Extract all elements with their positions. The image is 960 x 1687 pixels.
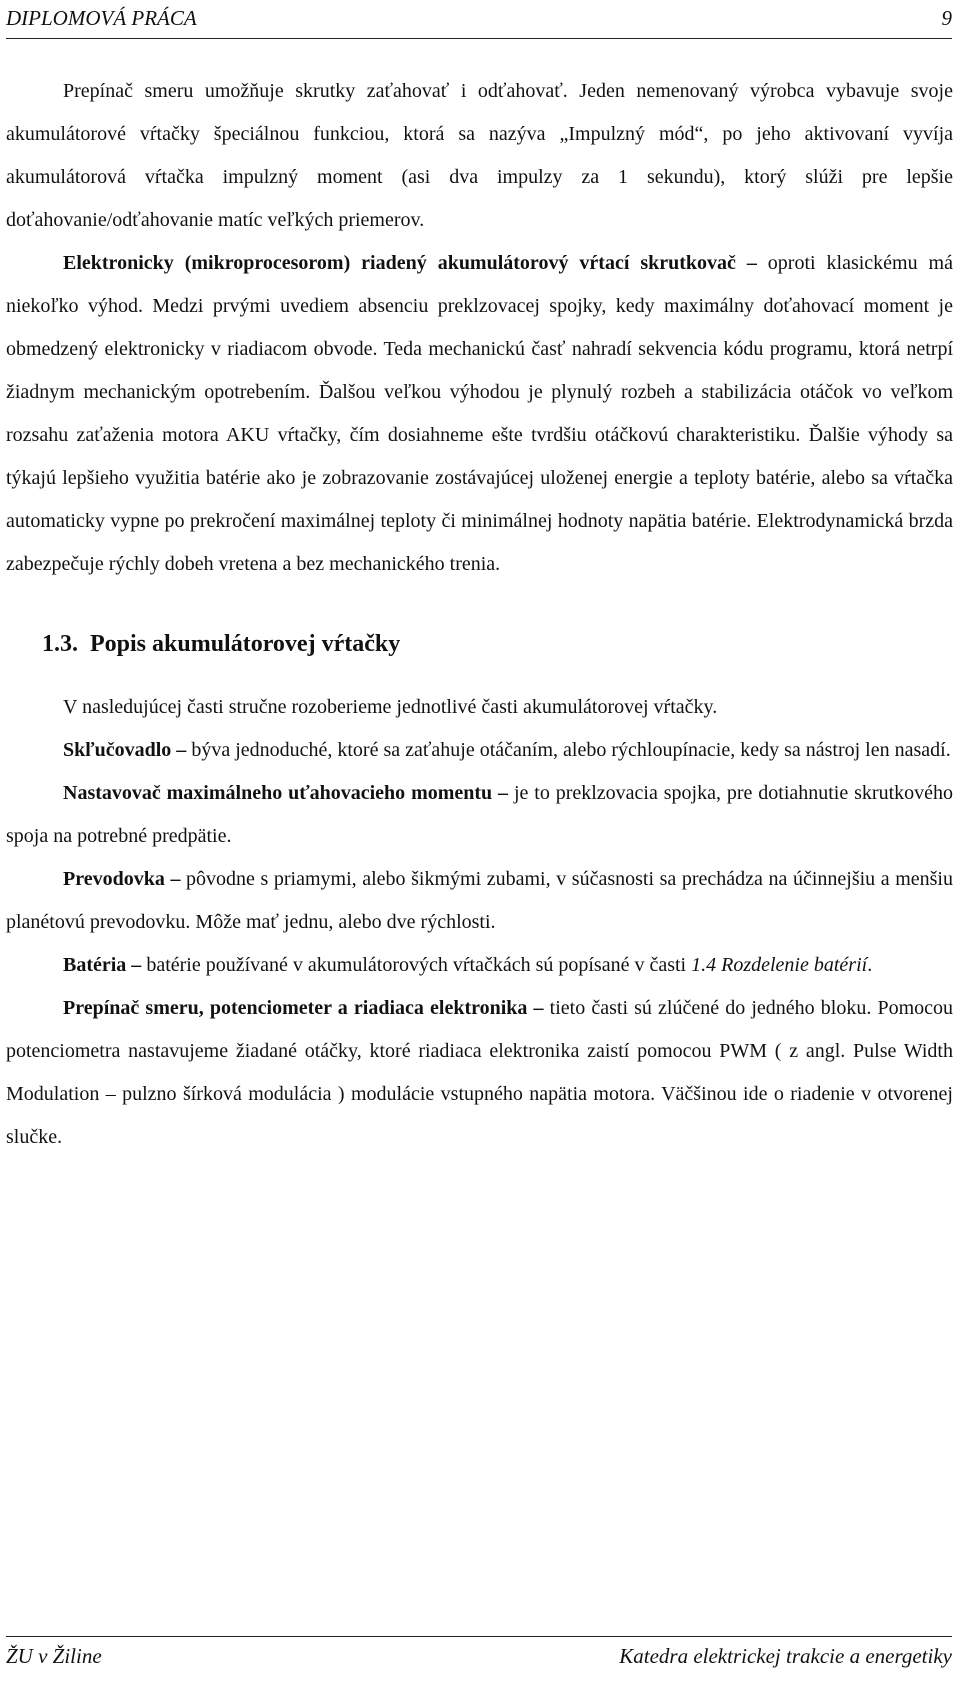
item-end: . xyxy=(867,954,873,976)
item-term: Prepínač smeru, potenciometer a riadiaca elektronika – xyxy=(63,997,544,1019)
section-title: Popis akumulátorovej vŕtačky xyxy=(90,631,401,657)
footer-department: Katedra elektrickej trakcie a energetiky xyxy=(619,1644,952,1668)
paragraph-impulse-mode: Prepínač smeru umožňuje skrutky zaťahovať i odťahovať. Jeden nemenovaný výrobca vybavuje svoje akumulátorové vŕtačky špeciálnou funkciou, ktorá sa nazýva „Impulzný mód“, po jeho aktivovaní vyvíja akumulátorová vŕtačka impulzný moment (asi dva impulzy za 1 sekundu), ktorý slúži pre lepšie doťahovanie/odťahovanie matíc veľkých priemerov. xyxy=(6,80,953,231)
page-content xyxy=(6,70,953,1159)
item-term: Skľučovadlo – xyxy=(63,739,187,761)
item-chuck xyxy=(6,729,953,772)
paragraph-electronic-drill-term: Elektronicky (mikroprocesorom) riadený akumulátorový vŕtací skrutkovač – xyxy=(63,252,757,274)
page-header xyxy=(6,4,952,34)
item-torque-setter xyxy=(6,772,953,858)
footer-university: ŽU v Žiline xyxy=(6,1644,102,1668)
section-intro: V nasledujúcej časti stručne rozoberieme jednotlivé časti akumulátorovej vŕtačky. xyxy=(63,696,718,718)
item-text: tieto časti sú zlúčené do jedného bloku. Pomocou potenciometra nastavujeme žiadané otáčky, ktoré riadiaca elektronika zaistí pomocou PWM ( z angl. Pulse Width Modulation – pulzno šírková modulácia ) modulácie vstupného napätia motora. Väčšinou ide o riadenie v otvorenej slučke. xyxy=(6,997,954,1148)
section-heading xyxy=(6,624,953,664)
page-footer xyxy=(6,1642,952,1676)
item-text: býva jednoduché, ktoré sa zaťahuje otáčaním, alebo rýchloupínacie, kedy sa nástroj len nasadí. xyxy=(186,739,951,761)
item-term: Prevodovka – xyxy=(63,868,181,890)
footer-rule xyxy=(6,1636,952,1637)
item-text: je to preklzovacia spojka, pre dotiahnutie skrutkového spoja na potrebné predpätie. xyxy=(6,782,953,847)
paragraph-electronic-drill-text: oproti klasickému má niekoľko výhod. Medzi prvými uvediem absenciu preklzovacej spojky, kedy maximálny doťahovací moment je obmedzený elektronicky v riadiacom obvode. Teda mechanickú časť nahradí sekvencia kódu programu, ktorá netrpí žiadnym mechanickým opotrebením. Ďalšou veľkou výhodou je plynulý rozbeh a stabilizácia otáčok vo veľkom rozsahu zaťaženia motora AKU vŕtačky, čím dosiahneme ešte tvrdšiu otáčkovú charakteristiku. Ďalšie výhody sa týkajú lepšieho využitia batérie ako je zobrazovanie zostávajúcej uloženej energie a teploty batérie, alebo sa vŕtačka automaticky vypne po prekročení maximálnej teploty či minimálnej hodnoty napätia batérie. Elektrodynamická brzda zabezpečuje rýchly dobeh vretena a bez mechanického trenia. xyxy=(6,252,953,575)
section-reference: 1.4 Rozdelenie batérií xyxy=(691,954,868,976)
item-text: pôvodne s priamymi, alebo šikmými zubami, v súčasnosti sa prechádza na účinnejšiu a menšiu planétovú prevodovku. Môže mať jednu, alebo dve rýchlosti. xyxy=(6,868,953,933)
item-gearbox xyxy=(6,858,953,944)
page-number: 9 xyxy=(941,6,952,30)
section-number: 1.3. xyxy=(42,631,78,657)
item-battery xyxy=(6,944,953,987)
header-rule xyxy=(6,38,952,39)
item-direction-switch xyxy=(6,987,953,1159)
paragraph-electronic-drill xyxy=(6,242,953,586)
item-term: Batéria – xyxy=(63,954,142,976)
header-title: DIPLOMOVÁ PRÁCA xyxy=(6,6,197,30)
item-text: batérie používané v akumulátorových vŕtačkách sú popísané v časti xyxy=(141,954,692,976)
item-term: Nastavovač maximálneho uťahovacieho momentu – xyxy=(63,782,509,804)
